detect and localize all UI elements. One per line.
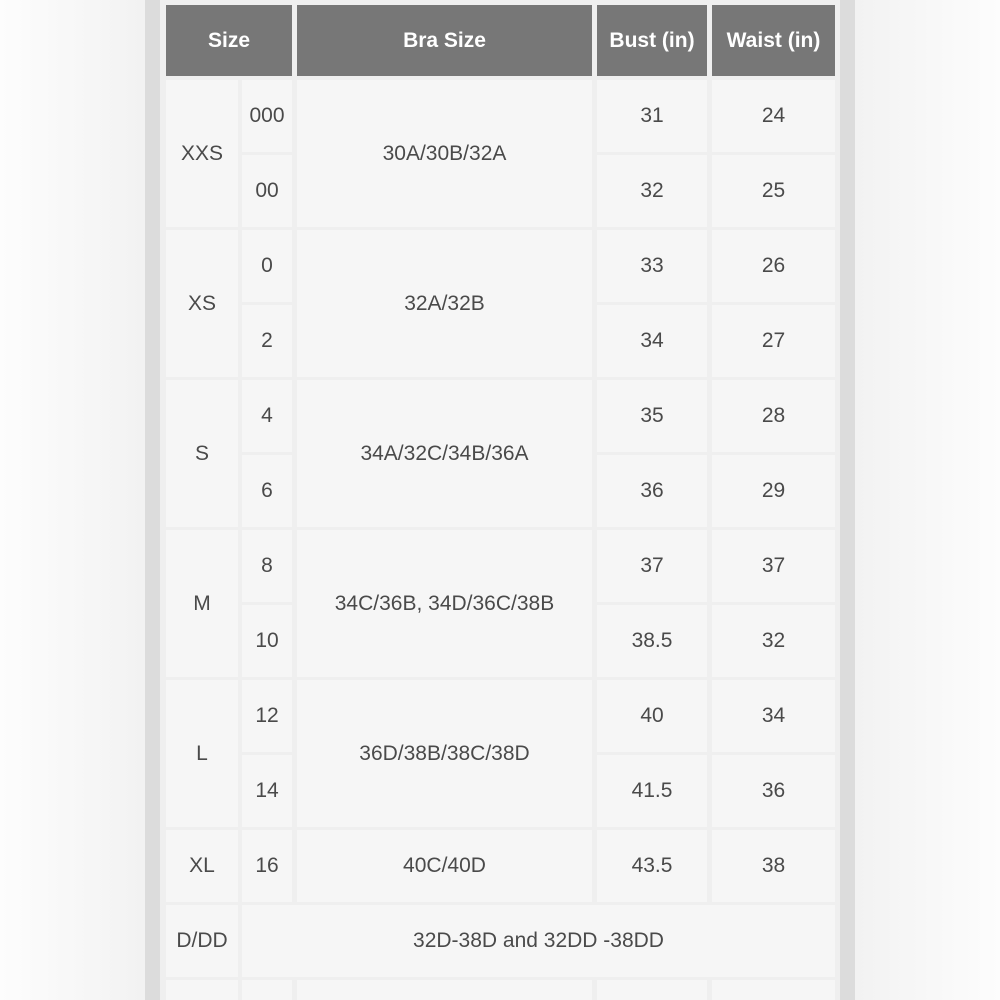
waist-cell: 28 (712, 380, 835, 452)
size-label: XXS (166, 80, 238, 227)
size-label: XL (166, 830, 238, 902)
waist-cell: 29 (712, 455, 835, 527)
numeric-size-cell: 16 (242, 830, 292, 902)
waist-cell: 36 (712, 755, 835, 827)
bust-cell: 37 (597, 530, 707, 602)
waist-cell: 32 (712, 605, 835, 677)
background-right (855, 0, 1000, 1000)
numeric-size-cell: 4 (242, 380, 292, 452)
waist-cell: 27 (712, 305, 835, 377)
bra-size-cell: 32A/32B (297, 230, 592, 377)
bust-cell: 35 (597, 380, 707, 452)
header-size: Size (166, 5, 292, 76)
size-label: XS (166, 230, 238, 377)
partial-cell (297, 980, 592, 1000)
partial-cell (712, 980, 835, 1000)
numeric-size-cell: 6 (242, 455, 292, 527)
waist-cell: 26 (712, 230, 835, 302)
waist-cell: 34 (712, 680, 835, 752)
bust-cell: 38.5 (597, 605, 707, 677)
size-label: L (166, 680, 238, 827)
background-left (0, 0, 145, 1000)
waist-cell: 38 (712, 830, 835, 902)
bust-cell: 31 (597, 80, 707, 152)
partial-cell (166, 980, 238, 1000)
numeric-size-cell: 14 (242, 755, 292, 827)
partial-cell (597, 980, 707, 1000)
bra-size-cell: 34C/36B, 34D/36C/38B (297, 530, 592, 677)
numeric-size-cell: 000 (242, 80, 292, 152)
bra-size-cell: 34A/32C/34B/36A (297, 380, 592, 527)
header-bra-size: Bra Size (297, 5, 592, 76)
waist-cell: 37 (712, 530, 835, 602)
bra-size-cell: 30A/30B/32A (297, 80, 592, 227)
numeric-size-cell: 8 (242, 530, 292, 602)
bust-cell: 32 (597, 155, 707, 227)
numeric-size-cell: 0 (242, 230, 292, 302)
waist-cell: 25 (712, 155, 835, 227)
numeric-size-cell: 2 (242, 305, 292, 377)
size-label: S (166, 380, 238, 527)
waist-cell: 24 (712, 80, 835, 152)
bust-cell: 33 (597, 230, 707, 302)
bust-cell: 34 (597, 305, 707, 377)
numeric-size-cell: 10 (242, 605, 292, 677)
header-bust: Bust (in) (597, 5, 707, 76)
numeric-size-cell: 12 (242, 680, 292, 752)
bra-size-cell: 36D/38B/38C/38D (297, 680, 592, 827)
footer-note: 32D-38D and 32DD -38DD (242, 905, 835, 977)
bust-cell: 36 (597, 455, 707, 527)
numeric-size-cell: 00 (242, 155, 292, 227)
footer-size-label: D/DD (166, 905, 238, 977)
bra-size-cell: 40C/40D (297, 830, 592, 902)
bust-cell: 43.5 (597, 830, 707, 902)
partial-cell (242, 980, 292, 1000)
header-waist: Waist (in) (712, 5, 835, 76)
size-label: M (166, 530, 238, 677)
bust-cell: 40 (597, 680, 707, 752)
bust-cell: 41.5 (597, 755, 707, 827)
